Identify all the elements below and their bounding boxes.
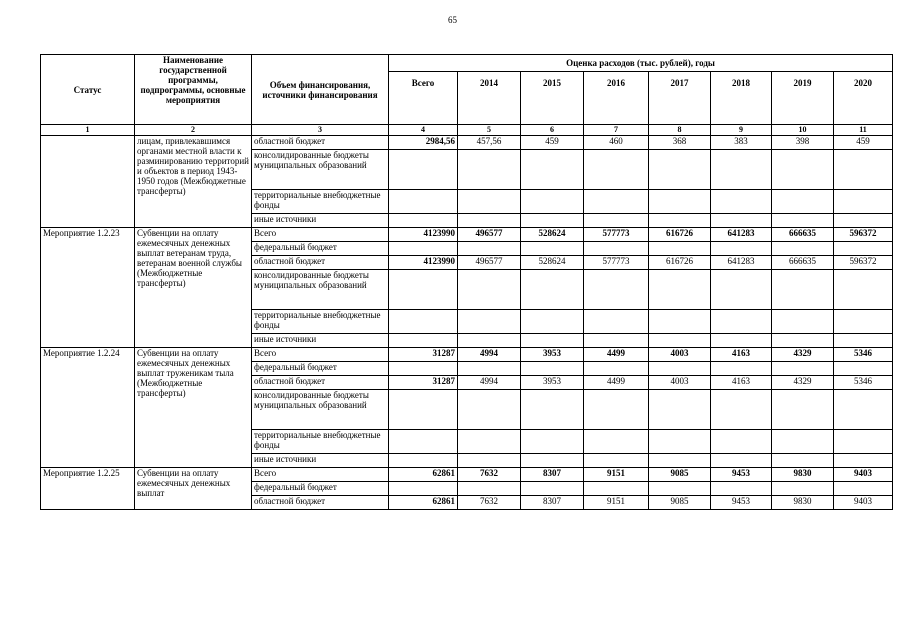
value-cell: 31287 — [389, 376, 458, 390]
value-cell — [584, 454, 649, 468]
value-cell — [458, 362, 521, 376]
value-cell — [389, 150, 458, 190]
header-year: 2017 — [649, 72, 711, 125]
value-cell: 9151 — [584, 468, 649, 482]
value-cell — [649, 242, 711, 256]
value-cell — [649, 190, 711, 214]
header-year: 2019 — [772, 72, 834, 125]
value-cell: 528624 — [521, 256, 584, 270]
value-cell: 9830 — [772, 468, 834, 482]
value-cell — [584, 334, 649, 348]
value-cell — [584, 270, 649, 310]
value-cell — [772, 190, 834, 214]
value-cell: 666635 — [772, 228, 834, 242]
value-cell — [711, 334, 772, 348]
value-cell: 8307 — [521, 468, 584, 482]
column-number: 3 — [252, 125, 389, 136]
value-cell: 4994 — [458, 348, 521, 362]
value-cell — [458, 310, 521, 334]
value-cell: 9453 — [711, 496, 772, 510]
value-cell — [521, 482, 584, 496]
column-number: 8 — [649, 125, 711, 136]
value-cell — [458, 430, 521, 454]
value-cell — [834, 334, 893, 348]
value-cell — [772, 214, 834, 228]
value-cell: 62861 — [389, 496, 458, 510]
value-cell: 5346 — [834, 348, 893, 362]
value-cell — [458, 390, 521, 430]
funding-source-cell: территориальные внебюджетные фонды — [252, 430, 389, 454]
value-cell: 4003 — [649, 348, 711, 362]
value-cell — [584, 390, 649, 430]
value-cell: 496577 — [458, 256, 521, 270]
value-cell: 596372 — [834, 256, 893, 270]
column-number: 1 — [41, 125, 135, 136]
value-cell — [772, 310, 834, 334]
funding-source-cell: иные источники — [252, 214, 389, 228]
value-cell: 8307 — [521, 496, 584, 510]
value-cell: 9453 — [711, 468, 772, 482]
value-cell — [711, 482, 772, 496]
value-cell — [458, 454, 521, 468]
column-number: 7 — [584, 125, 649, 136]
value-cell — [458, 214, 521, 228]
value-cell: 616726 — [649, 228, 711, 242]
value-cell — [711, 362, 772, 376]
value-cell — [649, 334, 711, 348]
value-cell — [389, 270, 458, 310]
column-number: 2 — [135, 125, 252, 136]
column-number: 11 — [834, 125, 893, 136]
value-cell: 459 — [834, 136, 893, 150]
value-cell: 9085 — [649, 496, 711, 510]
value-cell: 383 — [711, 136, 772, 150]
value-cell — [458, 270, 521, 310]
value-cell: 528624 — [521, 228, 584, 242]
program-name-cell: Субвенции на оплату ежемесячных денежных выплат — [135, 468, 252, 510]
value-cell — [521, 270, 584, 310]
value-cell — [458, 150, 521, 190]
value-cell: 9085 — [649, 468, 711, 482]
value-cell — [458, 190, 521, 214]
value-cell: 4123990 — [389, 256, 458, 270]
value-cell — [521, 362, 584, 376]
column-number: 6 — [521, 125, 584, 136]
header-year: Всего — [389, 72, 458, 125]
value-cell — [584, 430, 649, 454]
value-cell — [772, 430, 834, 454]
page-number: 65 — [448, 15, 457, 25]
value-cell — [584, 190, 649, 214]
value-cell — [389, 190, 458, 214]
value-cell — [834, 150, 893, 190]
value-cell — [772, 242, 834, 256]
value-cell: 368 — [649, 136, 711, 150]
program-name-cell: лицам, привлекавшимся органами местной власти к разминированию территорий и объектов в период 1943-1950 годов (Межбюджетные трансферты) — [135, 136, 252, 228]
header-expense-group: Оценка расходов (тыс. рублей), годы — [389, 55, 893, 72]
value-cell — [458, 482, 521, 496]
value-cell — [521, 454, 584, 468]
header-source: Объем финансирования, источники финансирования — [252, 55, 389, 125]
value-cell — [584, 214, 649, 228]
value-cell: 9403 — [834, 496, 893, 510]
value-cell: 459 — [521, 136, 584, 150]
value-cell — [711, 242, 772, 256]
header-year: 2014 — [458, 72, 521, 125]
program-name-cell: Субвенции на оплату ежемесячных денежных выплат труженикам тыла (Межбюджетные трансферты) — [135, 348, 252, 468]
value-cell: 4499 — [584, 348, 649, 362]
value-cell — [521, 310, 584, 334]
value-cell — [711, 430, 772, 454]
column-number: 5 — [458, 125, 521, 136]
value-cell — [584, 150, 649, 190]
value-cell — [772, 390, 834, 430]
value-cell — [521, 150, 584, 190]
value-cell: 4163 — [711, 348, 772, 362]
header-status: Статус — [41, 55, 135, 125]
funding-source-cell: федеральный бюджет — [252, 362, 389, 376]
funding-source-cell: областной бюджет — [252, 496, 389, 510]
status-cell: Мероприятие 1.2.25 — [41, 468, 135, 510]
value-cell — [711, 190, 772, 214]
value-cell: 641283 — [711, 228, 772, 242]
value-cell — [389, 214, 458, 228]
funding-source-cell: иные источники — [252, 334, 389, 348]
funding-source-cell: консолидированные бюджеты муниципальных образований — [252, 390, 389, 430]
funding-source-cell: иные источники — [252, 454, 389, 468]
column-number: 10 — [772, 125, 834, 136]
value-cell — [458, 242, 521, 256]
value-cell: 62861 — [389, 468, 458, 482]
header-year: 2015 — [521, 72, 584, 125]
value-cell — [649, 214, 711, 228]
value-cell — [389, 334, 458, 348]
value-cell: 9830 — [772, 496, 834, 510]
value-cell: 4163 — [711, 376, 772, 390]
value-cell — [649, 430, 711, 454]
value-cell — [711, 150, 772, 190]
value-cell: 666635 — [772, 256, 834, 270]
value-cell: 496577 — [458, 228, 521, 242]
value-cell: 7632 — [458, 496, 521, 510]
value-cell: 460 — [584, 136, 649, 150]
value-cell — [772, 334, 834, 348]
value-cell: 4003 — [649, 376, 711, 390]
value-cell: 31287 — [389, 348, 458, 362]
value-cell — [834, 270, 893, 310]
funding-source-cell: консолидированные бюджеты муниципальных образований — [252, 270, 389, 310]
value-cell: 398 — [772, 136, 834, 150]
value-cell: 4329 — [772, 376, 834, 390]
funding-source-cell: территориальные внебюджетные фонды — [252, 190, 389, 214]
value-cell: 3953 — [521, 376, 584, 390]
value-cell — [834, 390, 893, 430]
value-cell: 4994 — [458, 376, 521, 390]
status-cell — [41, 136, 135, 228]
value-cell — [711, 270, 772, 310]
status-cell: Мероприятие 1.2.24 — [41, 348, 135, 468]
value-cell — [711, 454, 772, 468]
budget-table — [40, 54, 893, 510]
value-cell — [772, 362, 834, 376]
value-cell — [389, 362, 458, 376]
table-row — [41, 348, 893, 362]
value-cell — [834, 310, 893, 334]
funding-source-cell: территориальные внебюджетные фонды — [252, 310, 389, 334]
value-cell — [584, 242, 649, 256]
value-cell — [584, 482, 649, 496]
value-cell — [521, 390, 584, 430]
funding-source-cell: областной бюджет — [252, 256, 389, 270]
funding-source-cell: консолидированные бюджеты муниципальных образований — [252, 150, 389, 190]
value-cell — [834, 242, 893, 256]
value-cell: 577773 — [584, 256, 649, 270]
value-cell — [389, 310, 458, 334]
value-cell — [772, 150, 834, 190]
value-cell: 596372 — [834, 228, 893, 242]
value-cell — [649, 150, 711, 190]
value-cell — [649, 454, 711, 468]
status-cell: Мероприятие 1.2.23 — [41, 228, 135, 348]
value-cell — [834, 190, 893, 214]
value-cell — [584, 310, 649, 334]
value-cell: 7632 — [458, 468, 521, 482]
value-cell: 5346 — [834, 376, 893, 390]
value-cell — [834, 482, 893, 496]
value-cell — [834, 454, 893, 468]
funding-source-cell: областной бюджет — [252, 376, 389, 390]
value-cell — [649, 390, 711, 430]
header-name: Наименование государственной программы, подпрограммы, основные мероприятия — [135, 55, 252, 125]
program-name-cell: Субвенции на оплату ежемесячных денежных выплат ветеранам труда, ветеранам военной службы (Межбюджетные трансферты) — [135, 228, 252, 348]
value-cell — [521, 242, 584, 256]
value-cell — [521, 190, 584, 214]
value-cell: 577773 — [584, 228, 649, 242]
value-cell — [772, 270, 834, 310]
value-cell — [389, 454, 458, 468]
header-year: 2016 — [584, 72, 649, 125]
value-cell — [521, 334, 584, 348]
value-cell: 9151 — [584, 496, 649, 510]
table-row — [41, 136, 893, 150]
value-cell — [772, 454, 834, 468]
value-cell: 4123990 — [389, 228, 458, 242]
table-row — [41, 468, 893, 482]
value-cell — [389, 482, 458, 496]
funding-source-cell: Всего — [252, 228, 389, 242]
value-cell: 2984,56 — [389, 136, 458, 150]
value-cell — [649, 362, 711, 376]
funding-source-cell: федеральный бюджет — [252, 482, 389, 496]
header-year: 2018 — [711, 72, 772, 125]
funding-source-cell: областной бюджет — [252, 136, 389, 150]
value-cell — [834, 214, 893, 228]
value-cell — [711, 214, 772, 228]
funding-source-cell: Всего — [252, 468, 389, 482]
value-cell — [772, 482, 834, 496]
value-cell — [649, 482, 711, 496]
column-number: 9 — [711, 125, 772, 136]
table-row — [41, 228, 893, 242]
value-cell — [649, 270, 711, 310]
value-cell — [389, 242, 458, 256]
value-cell: 4499 — [584, 376, 649, 390]
value-cell: 9403 — [834, 468, 893, 482]
value-cell — [521, 214, 584, 228]
value-cell — [834, 362, 893, 376]
value-cell — [389, 390, 458, 430]
value-cell — [834, 430, 893, 454]
column-number: 4 — [389, 125, 458, 136]
value-cell: 641283 — [711, 256, 772, 270]
value-cell: 3953 — [521, 348, 584, 362]
value-cell — [711, 390, 772, 430]
value-cell: 616726 — [649, 256, 711, 270]
funding-source-cell: федеральный бюджет — [252, 242, 389, 256]
value-cell — [458, 334, 521, 348]
funding-source-cell: Всего — [252, 348, 389, 362]
value-cell: 4329 — [772, 348, 834, 362]
header-year: 2020 — [834, 72, 893, 125]
value-cell — [711, 310, 772, 334]
value-cell — [584, 362, 649, 376]
value-cell: 457,56 — [458, 136, 521, 150]
value-cell — [389, 430, 458, 454]
value-cell — [521, 430, 584, 454]
value-cell — [649, 310, 711, 334]
